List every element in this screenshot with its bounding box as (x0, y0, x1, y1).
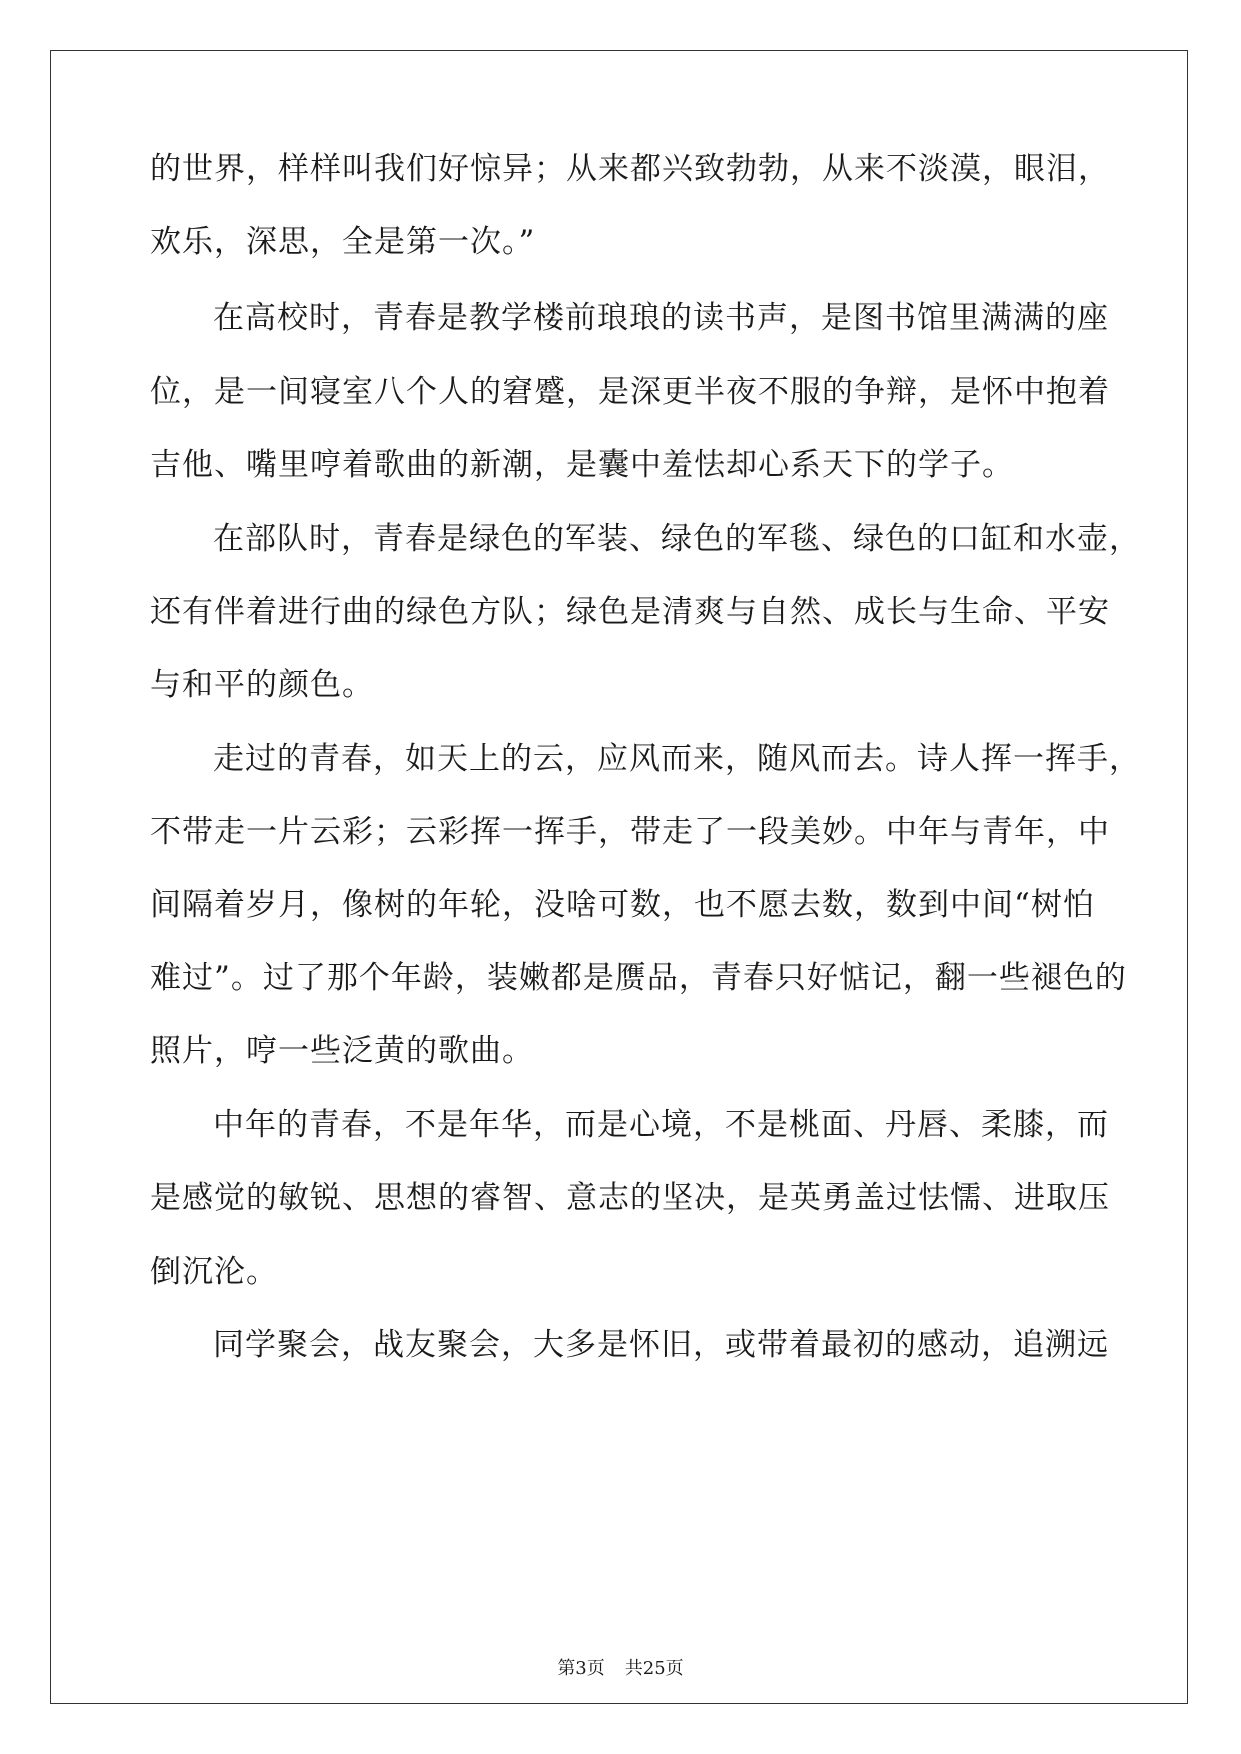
text-line: 位，是一间寝室八个人的窘蹙，是深更半夜不服的争辩，是怀中抱着 (150, 374, 1110, 410)
paragraph-start-line: 中年的青春，不是年华，而是心境，不是桃面、丹唇、柔膝，而 (213, 1107, 1109, 1143)
paragraph-start-line: 走过的青春，如天上的云，应风而来，随风而去。诗人挥一挥手， (213, 741, 1141, 777)
text-line: 吉他、嘴里哼着歌曲的新潮，是囊中羞怯却心系天下的学子。 (150, 447, 1014, 483)
text-line: 间隔着岁月，像树的年轮，没啥可数，也不愿去数，数到中间“树怕 (150, 887, 1095, 923)
page-number: 第3页 (557, 1658, 605, 1679)
text-line: 不带走一片云彩；云彩挥一挥手，带走了一段美妙。中年与青年，中 (150, 814, 1110, 850)
paragraph-start-line: 在部队时，青春是绿色的军装、绿色的军毯、绿色的口缸和水壶， (213, 521, 1141, 557)
text-line: 的世界，样样叫我们好惊异；从来都兴致勃勃，从来不淡漠，眼泪， (150, 151, 1110, 187)
paragraph-start-line: 在高校时，青春是教学楼前琅琅的读书声，是图书馆里满满的座 (213, 300, 1109, 336)
text-line: 倒沉沦。 (150, 1254, 278, 1290)
paragraph-start-line: 同学聚会，战友聚会，大多是怀旧，或带着最初的感动，追溯远 (213, 1327, 1109, 1363)
text-line: 与和平的颜色。 (150, 667, 374, 703)
text-line: 是感觉的敏锐、思想的睿智、意志的坚决，是英勇盖过怯懦、进取压 (150, 1180, 1110, 1216)
page-total: 共25页 (624, 1658, 684, 1679)
text-line: 欢乐，深思，全是第一次。” (150, 224, 536, 260)
page-footer (0, 1657, 1241, 1681)
text-line: 难过”。过了那个年龄，装嫩都是赝品，青春只好惦记，翻一些褪色的 (150, 960, 1127, 996)
text-line: 照片，哼一些泛黄的歌曲。 (150, 1033, 534, 1069)
text-line: 还有伴着进行曲的绿色方队；绿色是清爽与自然、成长与生命、平安 (150, 594, 1110, 630)
